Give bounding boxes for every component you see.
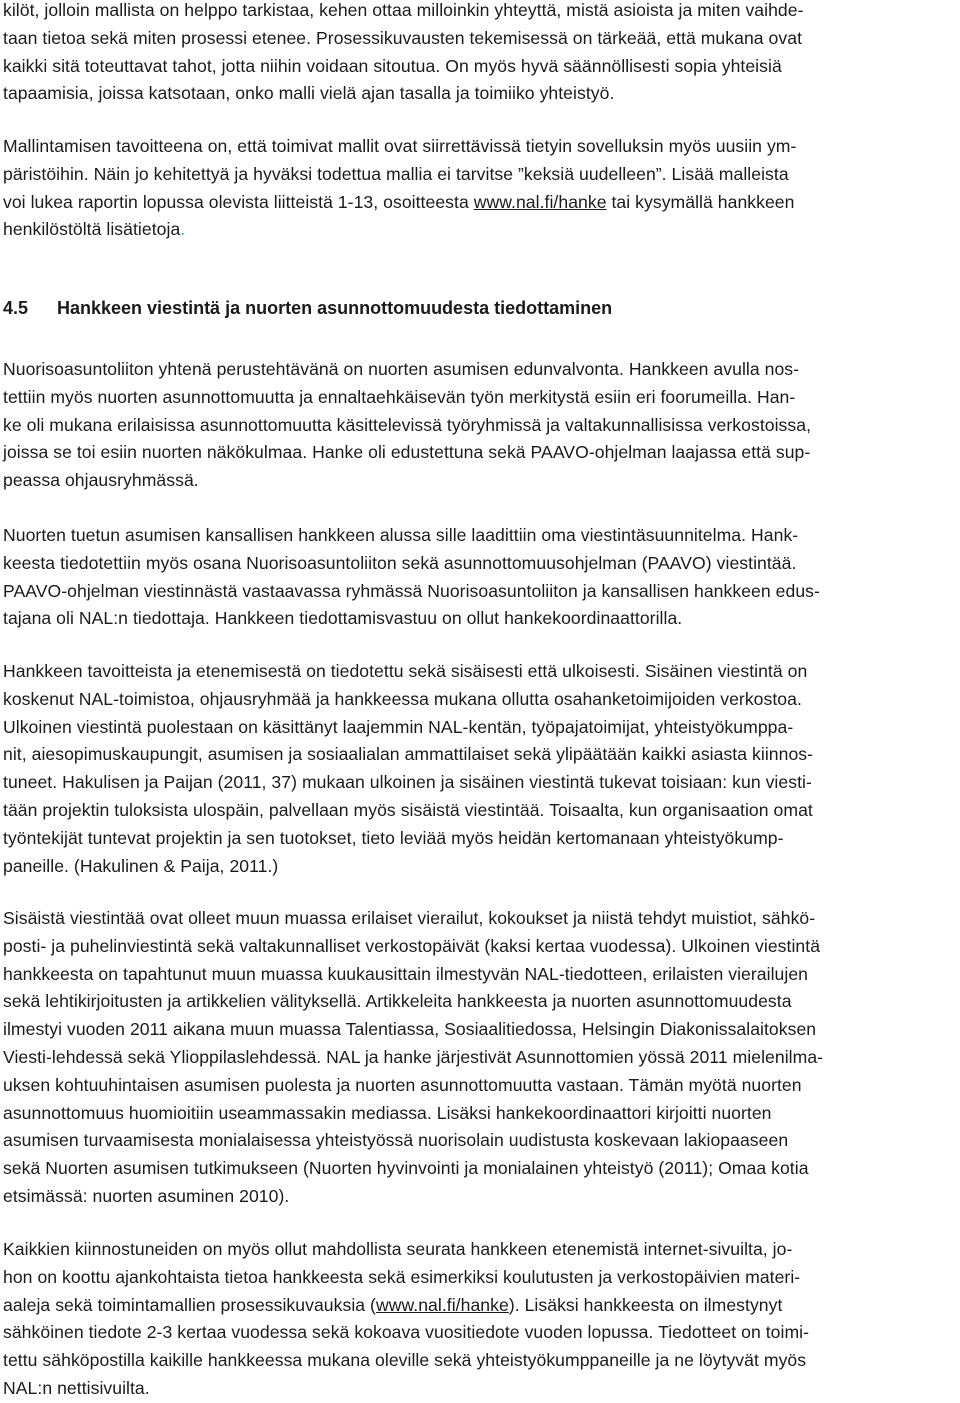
text-line: asunnottomuus huomioitiin useammassakin mediassa. Lisäksi hankekoordinaattori kirjoitti nuorten bbox=[3, 1102, 772, 1123]
text-line: paneille. (Hakulinen & Paija, 2011.) bbox=[3, 855, 279, 876]
text-line bbox=[3, 1292, 809, 1320]
section-heading bbox=[3, 295, 612, 323]
text-segment: tai kysymällä hankkeen bbox=[606, 191, 795, 212]
paragraph-intro bbox=[3, 0, 804, 108]
text-line: tettu sähköpostilla kaikille hankkeessa mukana oleville sekä yhteistyökumppaneille ja ne löytyvät myös bbox=[3, 1350, 807, 1371]
text-line: ilmestyi vuoden 2011 aikana muun muassa Talentiassa, Sosiaalitiedossa, Helsingin Diakonissalaitoksen bbox=[3, 1019, 817, 1040]
text-line: kilöt, jolloin mallista on helppo tarkistaa, kehen ottaa milloinkin yhteyttä, mistä asioista ja miten vaihde- bbox=[3, 0, 804, 20]
text-line: työntekijät tuntevat projektin ja sen tuotokset, tieto leviää myös heidän kertomanaan yhteistyökump- bbox=[3, 827, 784, 848]
text-line: ke oli mukana erilaisissa asunnottomuutta käsittelevissä työryhmissä ja valtakunnallisissa verkostoissa, bbox=[3, 414, 812, 435]
text-line: posti- ja puhelinviestintä sekä valtakunnalliset verkostopäivät (kaksi kertaa vuodessa). Ulkoinen viestintä bbox=[3, 935, 821, 956]
text-line: joissa se toi esiin nuorten näkökulmaa. Hanke oli edustettuna sekä PAAVO-ohjelman laajassa että sup- bbox=[3, 442, 811, 463]
text-line: tään projektin tuloksista ulospäin, palvellaan myös sisäistä viestintää. Toisaalta, kun organisaation omat bbox=[3, 799, 813, 820]
text-line: sekä Nuorten asumisen tutkimukseen (Nuorten hyvinvointi ja monialainen yhteistyö (2011); Omaa kotia bbox=[3, 1158, 809, 1179]
text-line: tuneet. Hakulisen ja Paijan (2011, 37) mukaan ulkoinen ja sisäinen viestintä tukevat toisiaan: kun viesti- bbox=[3, 772, 812, 793]
hanke-website-link[interactable]: www.nal.fi/hanke bbox=[375, 1294, 509, 1315]
text-line: kaikki sitä toteuttavat tahot, jotta niihin voidaan sitoutua. On myös hyvä säännöllisesti sopia yhteisiä bbox=[3, 55, 782, 76]
text-line: taan tietoa sekä miten prosessi etenee. Prosessikuvausten tekemisessä on tärkeää, että mukana ovat bbox=[3, 27, 803, 48]
text-segment: aaleja sekä toimintamallien prosessikuvauksia ( bbox=[3, 1294, 376, 1315]
text-line: sekä lehtikirjoitusten ja artikkelien välityksellä. Artikkeleita hankkeesta ja nuorten asunnottomuudesta bbox=[3, 991, 792, 1012]
text-segment: henkilöstöltä lisätietoja bbox=[3, 219, 181, 240]
text-line: asumisen turvaamisesta monialaisessa yhteistyössä nuorisolain uudistusta koskevaan lakiopaaseen bbox=[3, 1130, 789, 1151]
text-line: Nuorten tuetun asumisen kansallisen hankkeen alussa sille laadittiin oma viestintäsuunnitelma. Hank- bbox=[3, 525, 799, 545]
text-line: päristöihin. Näin jo kehitettyä ja hyväksi todettua mallia ei tarvitse ”keksiä uudelleen”. Lisää malleista bbox=[3, 163, 789, 184]
period-accent: . bbox=[180, 219, 186, 240]
text-line: uksen kohtuuhintaisen asumisen puolesta ja nuorten asunnottomuutta vastaan. Tämän myötä nuorten bbox=[3, 1074, 802, 1095]
text-line: hon on koottu ajankohtaista tietoa hankkeesta sekä esimerkiksi koulutusten ja verkostopäivien materi- bbox=[3, 1266, 801, 1287]
text-line: tapaamisia, joissa katsotaan, onko malli vielä ajan tasalla ja toimiiko yhteistyö. bbox=[3, 83, 615, 104]
text-line: NAL:n nettisivuilta. bbox=[3, 1377, 150, 1398]
text-line bbox=[3, 189, 796, 217]
text-line: keesta tiedotettiin myös osana Nuorisoasuntoliiton sekä asunnottomuusohjelman (PAAVO) viestintää. bbox=[3, 552, 797, 573]
text-line: Ulkoinen viestintä puolestaan on käsittänyt laajemmin NAL-kentän, työpajatoimijat, yhteistyökumppa- bbox=[3, 716, 794, 737]
text-line: peassa ohjausryhmässä. bbox=[3, 470, 199, 491]
text-line: nit, aiesopimuskaupungit, asumisen ja sosiaalialan ammattilaiset sekä ylipäätään kaikki asiasta kiinnos- bbox=[3, 744, 814, 765]
text-line: etsimässä: nuorten asuminen 2010). bbox=[3, 1185, 290, 1206]
text-segment: voi lukea raportin lopussa olevista liitteistä 1-13, osoitteesta bbox=[3, 191, 474, 212]
paragraph-mallintaminen bbox=[3, 133, 796, 244]
text-line: hankkeesta on tapahtunut muun muassa kuukausittain ilmestyvän NAL-tiedotteen, erilaisten vierailujen bbox=[3, 963, 808, 984]
section-number: 4.5 bbox=[3, 298, 29, 318]
text-line: Viesti-lehdessä sekä Ylioppilaslehdessä. NAL ja hanke järjestivät Asunnottomien yössä 2011 mielenilma- bbox=[3, 1046, 824, 1067]
text-line: tettiin myös nuorten asunnottomuutta ja ennaltaehkäisevän työn merkitystä esiin eri foorumeilla. Han- bbox=[3, 386, 796, 407]
text-segment: ). Lisäksi hankkeesta on ilmestynyt bbox=[508, 1294, 783, 1315]
paragraph-viestintasuunnitelma bbox=[3, 522, 820, 633]
text-line: sähköinen tiedote 2-3 kertaa vuodessa sekä kokoava vuositiedote vuoden lopussa. Tiedotteet on toimi- bbox=[3, 1322, 810, 1343]
text-line bbox=[3, 216, 796, 244]
paragraph-sisainen-viestinta bbox=[3, 905, 823, 1211]
text-line: Mallintamisen tavoitteena on, että toimivat mallit ovat siirrettävissä tietyin sovelluksin myös uusiin ym- bbox=[3, 136, 797, 156]
text-line: Sisäistä viestintää ovat olleet muun muassa erilaiset vierailut, kokoukset ja niistä tehdyt muistiot, sähkö- bbox=[3, 908, 816, 928]
text-line: Nuorisoasuntoliiton yhtenä perustehtävänä on nuorten asumisen edunvalvonta. Hankkeen avulla nos- bbox=[3, 359, 800, 379]
text-line: koskenut NAL-toimistoa, ohjausryhmää ja hankkeessa mukana ollutta osahanketoimijoiden verkostoa. bbox=[3, 688, 802, 709]
paragraph-tavoitteet bbox=[3, 658, 813, 880]
text-line: Hankkeen tavoitteista ja etenemisestä on tiedotettu sekä sisäisesti että ulkoisesti. Sisäinen viestintä on bbox=[3, 661, 808, 681]
text-line: PAAVO-ohjelman viestinnästä vastaavassa ryhmässä Nuorisoasuntoliiton ja kansallisen hankkeen edus- bbox=[3, 580, 820, 601]
text-line: tajana oli NAL:n tiedottaja. Hankkeen tiedottamisvastuu on ollut hankekoordinaattorilla. bbox=[3, 608, 683, 629]
paragraph-internet bbox=[3, 1236, 809, 1403]
section-title: Hankkeen viestintä ja nuorten asunnottomuudesta tiedottaminen bbox=[57, 298, 613, 318]
hanke-website-link[interactable]: www.nal.fi/hanke bbox=[473, 191, 607, 212]
paragraph-edunvalvonta bbox=[3, 356, 811, 495]
text-line: Kaikkien kiinnostuneiden on myös ollut mahdollista seurata hankkeen etenemistä internet-sivuilta, jo- bbox=[3, 1239, 793, 1259]
